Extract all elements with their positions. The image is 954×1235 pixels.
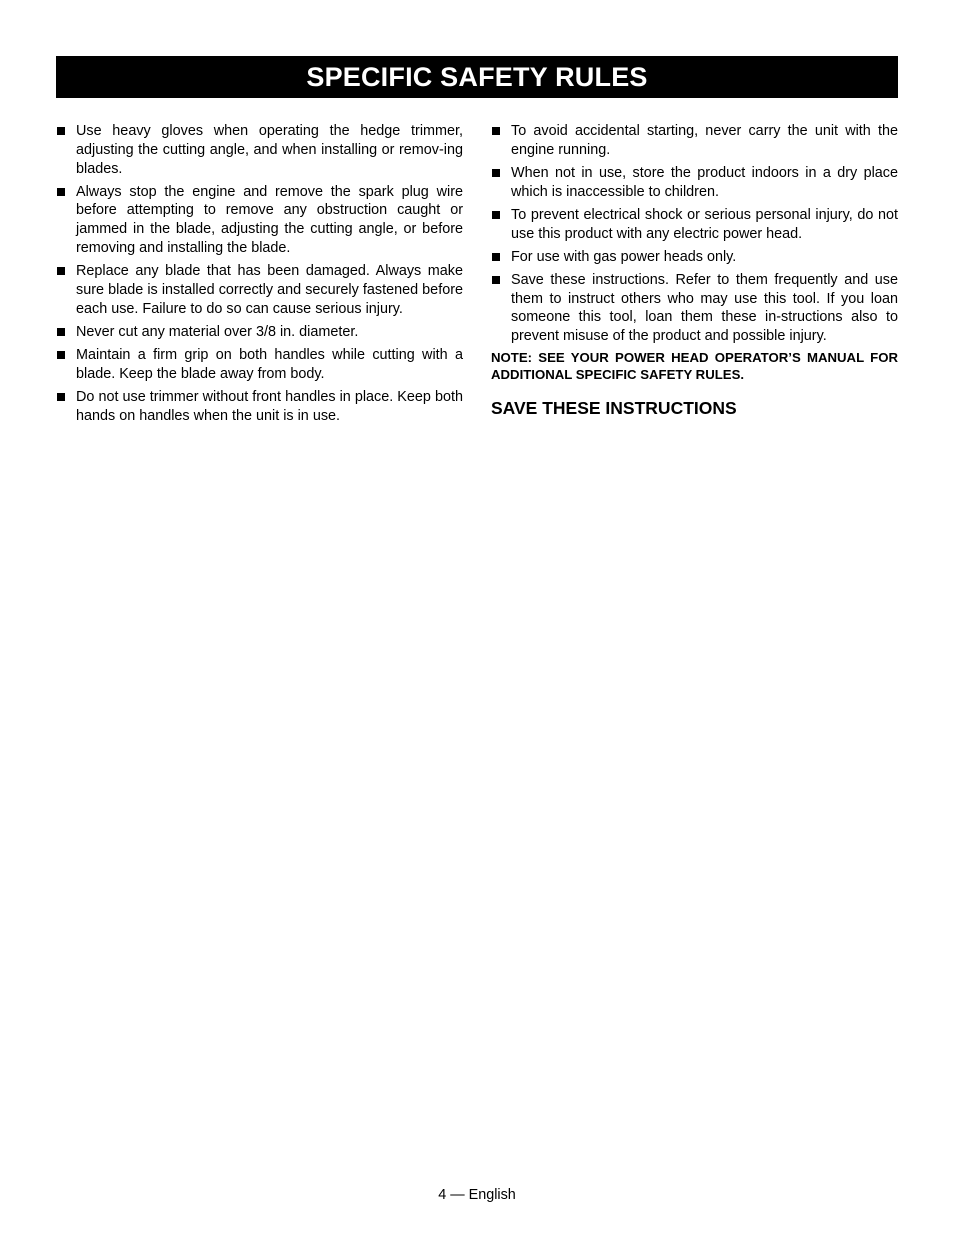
list-item-text: Always stop the engine and remove the spark plug wire before attempting to remove any obstruction caught or jammed in the blade, adjusting the cutting angle, or before removing and installing the blade. xyxy=(76,183,463,257)
right-column xyxy=(491,122,898,419)
list-item-text: To prevent electrical shock or serious personal injury, do not use this product with any electric power head. xyxy=(511,206,898,242)
list-item-text: For use with gas power heads only. xyxy=(511,248,737,265)
safety-rules-list-left xyxy=(56,122,463,425)
list-item xyxy=(56,388,463,426)
list-item xyxy=(491,248,898,267)
operator-manual-note: NOTE: SEE YOUR POWER HEAD OPERATOR’S MANUAL FOR ADDITIONAL SPECIFIC SAFETY RULES. xyxy=(491,350,898,382)
list-item-text: Do not use trimmer without front handles in place. Keep both hands on handles when the unit is in use. xyxy=(76,388,463,424)
page-title: SPECIFIC SAFETY RULES xyxy=(306,61,648,92)
square-bullet-icon xyxy=(492,253,500,261)
list-item-text: When not in use, store the product indoors in a dry place which is inaccessible to children. xyxy=(511,164,898,200)
list-item xyxy=(491,122,898,160)
list-item-text: Save these instructions. Refer to them frequently and use them to instruct others who may use this tool. If you loan someone this tool, loan them these in-structions also to prevent misuse of the product and possible injury. xyxy=(511,271,898,345)
list-item-text: Replace any blade that has been damaged. Always make sure blade is installed correctly and securely fastened before each use. Failure to do so can cause serious injury. xyxy=(76,263,463,317)
list-item-text: Maintain a firm grip on both handles while cutting with a blade. Keep the blade away from body. xyxy=(76,346,463,382)
left-column xyxy=(56,122,463,430)
square-bullet-icon xyxy=(57,127,65,135)
list-item xyxy=(491,206,898,244)
list-item xyxy=(491,271,898,346)
square-bullet-icon xyxy=(492,169,500,177)
square-bullet-icon xyxy=(57,351,65,359)
square-bullet-icon xyxy=(492,127,500,135)
list-item xyxy=(56,323,463,342)
list-item-text: Never cut any material over 3/8 in. diameter. xyxy=(76,323,359,340)
save-instructions-heading: SAVE THESE INSTRUCTIONS xyxy=(491,398,737,419)
list-item xyxy=(56,183,463,258)
square-bullet-icon xyxy=(57,393,65,401)
section-title-bar xyxy=(56,56,898,98)
list-item xyxy=(56,122,463,178)
list-item xyxy=(491,164,898,202)
safety-rules-list-right xyxy=(491,122,898,346)
square-bullet-icon xyxy=(57,267,65,275)
page-footer: 4 — English xyxy=(438,1187,516,1203)
square-bullet-icon xyxy=(492,211,500,219)
list-item-text: To avoid accidental starting, never carry the unit with the engine running. xyxy=(511,123,898,158)
list-item-text: Use heavy gloves when operating the hedge trimmer, adjusting the cutting angle, and when installing or remov-ing blades. xyxy=(76,123,463,177)
square-bullet-icon xyxy=(57,328,65,336)
list-item xyxy=(56,346,463,384)
square-bullet-icon xyxy=(57,188,65,196)
square-bullet-icon xyxy=(492,276,500,284)
list-item xyxy=(56,262,463,318)
